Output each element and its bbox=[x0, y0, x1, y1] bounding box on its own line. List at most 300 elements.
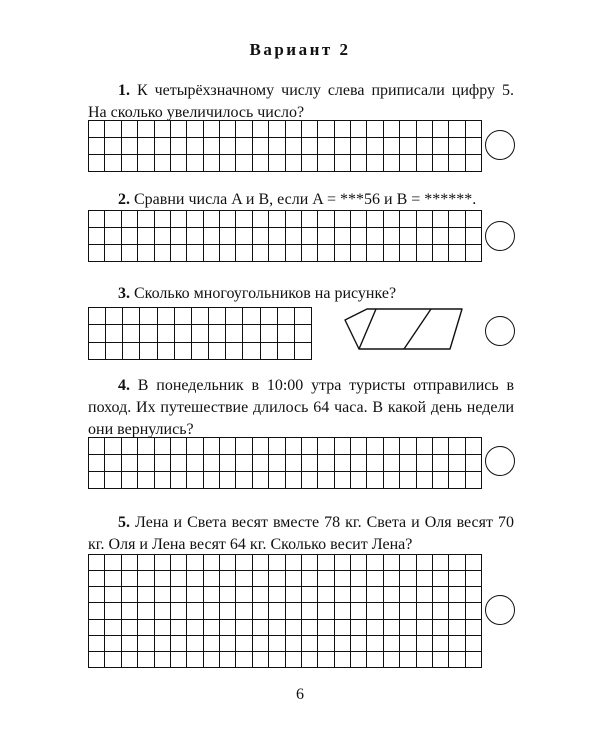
grid-cell[interactable] bbox=[253, 138, 269, 155]
grid-cell[interactable] bbox=[226, 325, 243, 342]
grid-cell[interactable] bbox=[335, 472, 351, 489]
grid-cell[interactable] bbox=[400, 455, 416, 472]
grid-cell[interactable] bbox=[171, 472, 187, 489]
grid-cell[interactable] bbox=[187, 652, 203, 668]
grid-cell[interactable] bbox=[236, 438, 252, 455]
grid-cell[interactable] bbox=[138, 652, 154, 668]
grid-cell[interactable] bbox=[226, 308, 243, 325]
grid-cell[interactable] bbox=[204, 603, 220, 619]
grid-cell[interactable] bbox=[158, 325, 175, 342]
grid-cell[interactable] bbox=[417, 228, 433, 245]
grid-cell[interactable] bbox=[335, 245, 351, 262]
grid-cell[interactable] bbox=[236, 652, 252, 668]
grid-cell[interactable] bbox=[89, 455, 105, 472]
grid-cell[interactable] bbox=[335, 620, 351, 636]
grid-cell[interactable] bbox=[367, 438, 383, 455]
score-circle-2[interactable] bbox=[485, 221, 515, 251]
grid-cell[interactable] bbox=[384, 472, 400, 489]
grid-cell[interactable] bbox=[269, 211, 285, 228]
grid-cell[interactable] bbox=[433, 652, 449, 668]
grid-cell[interactable] bbox=[220, 138, 236, 155]
grid-cell[interactable] bbox=[417, 571, 433, 587]
grid-cell[interactable] bbox=[236, 138, 252, 155]
grid-cell[interactable] bbox=[318, 620, 334, 636]
grid-cell[interactable] bbox=[105, 603, 121, 619]
grid-cell[interactable] bbox=[122, 455, 138, 472]
grid-cell[interactable] bbox=[138, 455, 154, 472]
grid-cell[interactable] bbox=[466, 587, 482, 603]
grid-cell[interactable] bbox=[367, 211, 383, 228]
grid-cell[interactable] bbox=[105, 455, 121, 472]
grid-cell[interactable] bbox=[220, 438, 236, 455]
grid-cell[interactable] bbox=[384, 555, 400, 571]
grid-cell[interactable] bbox=[351, 438, 367, 455]
grid-cell[interactable] bbox=[351, 155, 367, 172]
grid-cell[interactable] bbox=[318, 472, 334, 489]
grid-cell[interactable] bbox=[367, 472, 383, 489]
grid-cell[interactable] bbox=[220, 620, 236, 636]
grid-cell[interactable] bbox=[89, 138, 105, 155]
grid-cell[interactable] bbox=[138, 472, 154, 489]
grid-cell[interactable] bbox=[417, 455, 433, 472]
grid-cell[interactable] bbox=[335, 228, 351, 245]
grid-cell[interactable] bbox=[187, 138, 203, 155]
grid-cell[interactable] bbox=[261, 325, 278, 342]
grid-cell[interactable] bbox=[105, 571, 121, 587]
grid-cell[interactable] bbox=[449, 138, 465, 155]
grid-cell[interactable] bbox=[236, 587, 252, 603]
grid-cell[interactable] bbox=[89, 603, 105, 619]
grid-cell[interactable] bbox=[318, 228, 334, 245]
grid-cell[interactable] bbox=[204, 455, 220, 472]
grid-cell[interactable] bbox=[253, 228, 269, 245]
grid-cell[interactable] bbox=[220, 555, 236, 571]
grid-cell[interactable] bbox=[138, 138, 154, 155]
score-circle-5[interactable] bbox=[485, 595, 515, 625]
grid-cell[interactable] bbox=[466, 636, 482, 652]
grid-cell[interactable] bbox=[171, 245, 187, 262]
grid-cell[interactable] bbox=[400, 228, 416, 245]
grid-cell[interactable] bbox=[187, 455, 203, 472]
grid-cell[interactable] bbox=[253, 571, 269, 587]
grid-cell[interactable] bbox=[335, 571, 351, 587]
grid-cell[interactable] bbox=[105, 472, 121, 489]
score-circle-3[interactable] bbox=[485, 316, 515, 346]
grid-cell[interactable] bbox=[89, 587, 105, 603]
grid-cell[interactable] bbox=[466, 228, 482, 245]
grid-cell[interactable] bbox=[122, 438, 138, 455]
grid-cell[interactable] bbox=[122, 652, 138, 668]
grid-cell[interactable] bbox=[286, 211, 302, 228]
grid-cell[interactable] bbox=[187, 587, 203, 603]
grid-cell[interactable] bbox=[449, 472, 465, 489]
grid-cell[interactable] bbox=[384, 211, 400, 228]
grid-cell[interactable] bbox=[253, 121, 269, 138]
grid-cell[interactable] bbox=[269, 438, 285, 455]
grid-cell[interactable] bbox=[318, 438, 334, 455]
grid-cell[interactable] bbox=[351, 603, 367, 619]
grid-cell[interactable] bbox=[122, 211, 138, 228]
grid-cell[interactable] bbox=[318, 636, 334, 652]
grid-cell[interactable] bbox=[318, 455, 334, 472]
grid-cell[interactable] bbox=[155, 652, 171, 668]
grid-cell[interactable] bbox=[253, 555, 269, 571]
grid-cell[interactable] bbox=[286, 455, 302, 472]
grid-cell[interactable] bbox=[449, 245, 465, 262]
grid-cell[interactable] bbox=[122, 472, 138, 489]
grid-cell[interactable] bbox=[466, 211, 482, 228]
grid-cell[interactable] bbox=[253, 652, 269, 668]
grid-cell[interactable] bbox=[466, 555, 482, 571]
grid-cell[interactable] bbox=[302, 555, 318, 571]
grid-cell[interactable] bbox=[253, 636, 269, 652]
grid-cell[interactable] bbox=[367, 555, 383, 571]
grid-cell[interactable] bbox=[122, 228, 138, 245]
grid-cell[interactable] bbox=[367, 652, 383, 668]
grid-cell[interactable] bbox=[286, 438, 302, 455]
grid-cell[interactable] bbox=[466, 155, 482, 172]
grid-cell[interactable] bbox=[302, 472, 318, 489]
grid-cell[interactable] bbox=[449, 228, 465, 245]
grid-cell[interactable] bbox=[106, 343, 123, 360]
grid-cell[interactable] bbox=[286, 155, 302, 172]
grid-cell[interactable] bbox=[302, 228, 318, 245]
grid-cell[interactable] bbox=[384, 121, 400, 138]
grid-cell[interactable] bbox=[367, 587, 383, 603]
grid-cell[interactable] bbox=[261, 343, 278, 360]
grid-cell[interactable] bbox=[253, 245, 269, 262]
grid-cell[interactable] bbox=[105, 652, 121, 668]
grid-cell[interactable] bbox=[204, 571, 220, 587]
grid-cell[interactable] bbox=[220, 636, 236, 652]
grid-cell[interactable] bbox=[449, 603, 465, 619]
grid-cell[interactable] bbox=[155, 155, 171, 172]
grid-cell[interactable] bbox=[105, 636, 121, 652]
grid-cell[interactable] bbox=[236, 121, 252, 138]
grid-cell[interactable] bbox=[302, 652, 318, 668]
grid-cell[interactable] bbox=[335, 652, 351, 668]
grid-cell[interactable] bbox=[138, 555, 154, 571]
grid-cell[interactable] bbox=[236, 555, 252, 571]
grid-cell[interactable] bbox=[187, 636, 203, 652]
grid-cell[interactable] bbox=[89, 155, 105, 172]
grid-cell[interactable] bbox=[236, 155, 252, 172]
grid-cell[interactable] bbox=[449, 587, 465, 603]
grid-cell[interactable] bbox=[449, 155, 465, 172]
grid-cell[interactable] bbox=[384, 620, 400, 636]
grid-cell[interactable] bbox=[269, 652, 285, 668]
grid-cell[interactable] bbox=[187, 620, 203, 636]
grid-cell[interactable] bbox=[335, 211, 351, 228]
grid-cell[interactable] bbox=[187, 438, 203, 455]
grid-cell[interactable] bbox=[466, 455, 482, 472]
grid-cell[interactable] bbox=[123, 308, 140, 325]
grid-cell[interactable] bbox=[302, 636, 318, 652]
grid-cell[interactable] bbox=[269, 455, 285, 472]
grid-cell[interactable] bbox=[269, 155, 285, 172]
grid-cell[interactable] bbox=[122, 587, 138, 603]
grid-cell[interactable] bbox=[122, 603, 138, 619]
grid-cell[interactable] bbox=[138, 245, 154, 262]
grid-cell[interactable] bbox=[318, 138, 334, 155]
grid-cell[interactable] bbox=[278, 325, 295, 342]
grid-cell[interactable] bbox=[384, 245, 400, 262]
answer-grid-2[interactable] bbox=[88, 210, 482, 262]
grid-cell[interactable] bbox=[384, 571, 400, 587]
grid-cell[interactable] bbox=[351, 620, 367, 636]
grid-cell[interactable] bbox=[269, 571, 285, 587]
grid-cell[interactable] bbox=[236, 455, 252, 472]
grid-cell[interactable] bbox=[400, 438, 416, 455]
grid-cell[interactable] bbox=[204, 472, 220, 489]
grid-cell[interactable] bbox=[400, 138, 416, 155]
grid-cell[interactable] bbox=[192, 343, 209, 360]
grid-cell[interactable] bbox=[286, 245, 302, 262]
grid-cell[interactable] bbox=[335, 587, 351, 603]
grid-cell[interactable] bbox=[123, 325, 140, 342]
grid-cell[interactable] bbox=[318, 603, 334, 619]
grid-cell[interactable] bbox=[204, 636, 220, 652]
grid-cell[interactable] bbox=[89, 472, 105, 489]
grid-cell[interactable] bbox=[220, 211, 236, 228]
grid-cell[interactable] bbox=[253, 603, 269, 619]
grid-cell[interactable] bbox=[236, 472, 252, 489]
grid-cell[interactable] bbox=[433, 455, 449, 472]
grid-cell[interactable] bbox=[318, 571, 334, 587]
grid-cell[interactable] bbox=[253, 472, 269, 489]
grid-cell[interactable] bbox=[192, 308, 209, 325]
grid-cell[interactable] bbox=[351, 555, 367, 571]
grid-cell[interactable] bbox=[204, 228, 220, 245]
grid-cell[interactable] bbox=[158, 343, 175, 360]
grid-cell[interactable] bbox=[192, 325, 209, 342]
grid-cell[interactable] bbox=[449, 211, 465, 228]
grid-cell[interactable] bbox=[417, 620, 433, 636]
grid-cell[interactable] bbox=[155, 228, 171, 245]
grid-cell[interactable] bbox=[171, 121, 187, 138]
grid-cell[interactable] bbox=[335, 138, 351, 155]
grid-cell[interactable] bbox=[220, 472, 236, 489]
grid-cell[interactable] bbox=[155, 138, 171, 155]
grid-cell[interactable] bbox=[122, 636, 138, 652]
grid-cell[interactable] bbox=[295, 343, 312, 360]
grid-cell[interactable] bbox=[433, 620, 449, 636]
grid-cell[interactable] bbox=[89, 571, 105, 587]
grid-cell[interactable] bbox=[140, 308, 157, 325]
grid-cell[interactable] bbox=[269, 620, 285, 636]
grid-cell[interactable] bbox=[466, 472, 482, 489]
grid-cell[interactable] bbox=[204, 620, 220, 636]
answer-grid-4[interactable] bbox=[88, 437, 482, 489]
grid-cell[interactable] bbox=[433, 211, 449, 228]
grid-cell[interactable] bbox=[351, 228, 367, 245]
grid-cell[interactable] bbox=[335, 555, 351, 571]
grid-cell[interactable] bbox=[318, 652, 334, 668]
grid-cell[interactable] bbox=[138, 636, 154, 652]
grid-cell[interactable] bbox=[286, 636, 302, 652]
grid-cell[interactable] bbox=[351, 571, 367, 587]
grid-cell[interactable] bbox=[286, 603, 302, 619]
grid-cell[interactable] bbox=[155, 438, 171, 455]
grid-cell[interactable] bbox=[384, 652, 400, 668]
grid-cell[interactable] bbox=[466, 438, 482, 455]
grid-cell[interactable] bbox=[286, 652, 302, 668]
grid-cell[interactable] bbox=[318, 155, 334, 172]
grid-cell[interactable] bbox=[105, 587, 121, 603]
grid-cell[interactable] bbox=[417, 636, 433, 652]
grid-cell[interactable] bbox=[400, 155, 416, 172]
grid-cell[interactable] bbox=[433, 438, 449, 455]
grid-cell[interactable] bbox=[400, 121, 416, 138]
grid-cell[interactable] bbox=[171, 138, 187, 155]
grid-cell[interactable] bbox=[155, 245, 171, 262]
grid-cell[interactable] bbox=[89, 620, 105, 636]
grid-cell[interactable] bbox=[171, 652, 187, 668]
grid-cell[interactable] bbox=[138, 587, 154, 603]
grid-cell[interactable] bbox=[269, 587, 285, 603]
grid-cell[interactable] bbox=[236, 620, 252, 636]
grid-cell[interactable] bbox=[89, 343, 106, 360]
grid-cell[interactable] bbox=[384, 138, 400, 155]
grid-cell[interactable] bbox=[417, 211, 433, 228]
grid-cell[interactable] bbox=[417, 587, 433, 603]
grid-cell[interactable] bbox=[278, 343, 295, 360]
grid-cell[interactable] bbox=[122, 155, 138, 172]
grid-cell[interactable] bbox=[89, 211, 105, 228]
grid-cell[interactable] bbox=[171, 571, 187, 587]
grid-cell[interactable] bbox=[106, 308, 123, 325]
grid-cell[interactable] bbox=[449, 438, 465, 455]
grid-cell[interactable] bbox=[204, 138, 220, 155]
grid-cell[interactable] bbox=[253, 438, 269, 455]
grid-cell[interactable] bbox=[89, 652, 105, 668]
grid-cell[interactable] bbox=[286, 472, 302, 489]
grid-cell[interactable] bbox=[433, 636, 449, 652]
grid-cell[interactable] bbox=[384, 603, 400, 619]
grid-cell[interactable] bbox=[466, 138, 482, 155]
grid-cell[interactable] bbox=[335, 155, 351, 172]
grid-cell[interactable] bbox=[351, 138, 367, 155]
grid-cell[interactable] bbox=[209, 343, 226, 360]
grid-cell[interactable] bbox=[105, 138, 121, 155]
grid-cell[interactable] bbox=[286, 121, 302, 138]
grid-cell[interactable] bbox=[220, 587, 236, 603]
grid-cell[interactable] bbox=[171, 587, 187, 603]
grid-cell[interactable] bbox=[466, 652, 482, 668]
grid-cell[interactable] bbox=[155, 603, 171, 619]
grid-cell[interactable] bbox=[204, 121, 220, 138]
grid-cell[interactable] bbox=[367, 138, 383, 155]
grid-cell[interactable] bbox=[171, 620, 187, 636]
grid-cell[interactable] bbox=[367, 155, 383, 172]
grid-cell[interactable] bbox=[155, 472, 171, 489]
grid-cell[interactable] bbox=[433, 138, 449, 155]
grid-cell[interactable] bbox=[140, 343, 157, 360]
grid-cell[interactable] bbox=[400, 245, 416, 262]
grid-cell[interactable] bbox=[400, 603, 416, 619]
grid-cell[interactable] bbox=[433, 228, 449, 245]
grid-cell[interactable] bbox=[243, 325, 260, 342]
grid-cell[interactable] bbox=[187, 245, 203, 262]
grid-cell[interactable] bbox=[138, 571, 154, 587]
grid-cell[interactable] bbox=[449, 571, 465, 587]
grid-cell[interactable] bbox=[433, 571, 449, 587]
grid-cell[interactable] bbox=[105, 555, 121, 571]
grid-cell[interactable] bbox=[417, 652, 433, 668]
grid-cell[interactable] bbox=[138, 438, 154, 455]
grid-cell[interactable] bbox=[367, 636, 383, 652]
grid-cell[interactable] bbox=[155, 211, 171, 228]
grid-cell[interactable] bbox=[204, 155, 220, 172]
grid-cell[interactable] bbox=[220, 155, 236, 172]
grid-cell[interactable] bbox=[302, 438, 318, 455]
grid-cell[interactable] bbox=[243, 308, 260, 325]
grid-cell[interactable] bbox=[122, 245, 138, 262]
grid-cell[interactable] bbox=[236, 636, 252, 652]
grid-cell[interactable] bbox=[367, 228, 383, 245]
grid-cell[interactable] bbox=[158, 308, 175, 325]
grid-cell[interactable] bbox=[384, 155, 400, 172]
grid-cell[interactable] bbox=[105, 438, 121, 455]
grid-cell[interactable] bbox=[187, 211, 203, 228]
grid-cell[interactable] bbox=[123, 343, 140, 360]
grid-cell[interactable] bbox=[171, 455, 187, 472]
grid-cell[interactable] bbox=[155, 555, 171, 571]
grid-cell[interactable] bbox=[269, 555, 285, 571]
grid-cell[interactable] bbox=[236, 571, 252, 587]
grid-cell[interactable] bbox=[466, 603, 482, 619]
grid-cell[interactable] bbox=[466, 620, 482, 636]
grid-cell[interactable] bbox=[400, 620, 416, 636]
grid-cell[interactable] bbox=[318, 245, 334, 262]
grid-cell[interactable] bbox=[400, 571, 416, 587]
grid-cell[interactable] bbox=[318, 211, 334, 228]
grid-cell[interactable] bbox=[204, 652, 220, 668]
grid-cell[interactable] bbox=[155, 455, 171, 472]
grid-cell[interactable] bbox=[261, 308, 278, 325]
grid-cell[interactable] bbox=[417, 138, 433, 155]
grid-cell[interactable] bbox=[187, 472, 203, 489]
grid-cell[interactable] bbox=[367, 245, 383, 262]
grid-cell[interactable] bbox=[243, 343, 260, 360]
grid-cell[interactable] bbox=[367, 603, 383, 619]
grid-cell[interactable] bbox=[417, 438, 433, 455]
grid-cell[interactable] bbox=[226, 343, 243, 360]
grid-cell[interactable] bbox=[122, 138, 138, 155]
grid-cell[interactable] bbox=[433, 603, 449, 619]
grid-cell[interactable] bbox=[155, 587, 171, 603]
grid-cell[interactable] bbox=[269, 228, 285, 245]
grid-cell[interactable] bbox=[105, 121, 121, 138]
grid-cell[interactable] bbox=[220, 603, 236, 619]
grid-cell[interactable] bbox=[220, 455, 236, 472]
grid-cell[interactable] bbox=[384, 438, 400, 455]
grid-cell[interactable] bbox=[466, 121, 482, 138]
grid-cell[interactable] bbox=[220, 245, 236, 262]
grid-cell[interactable] bbox=[335, 455, 351, 472]
grid-cell[interactable] bbox=[269, 121, 285, 138]
grid-cell[interactable] bbox=[335, 438, 351, 455]
grid-cell[interactable] bbox=[417, 555, 433, 571]
grid-cell[interactable] bbox=[269, 138, 285, 155]
grid-cell[interactable] bbox=[122, 121, 138, 138]
grid-cell[interactable] bbox=[171, 155, 187, 172]
grid-cell[interactable] bbox=[138, 121, 154, 138]
grid-cell[interactable] bbox=[236, 245, 252, 262]
grid-cell[interactable] bbox=[187, 121, 203, 138]
grid-cell[interactable] bbox=[236, 211, 252, 228]
grid-cell[interactable] bbox=[286, 587, 302, 603]
